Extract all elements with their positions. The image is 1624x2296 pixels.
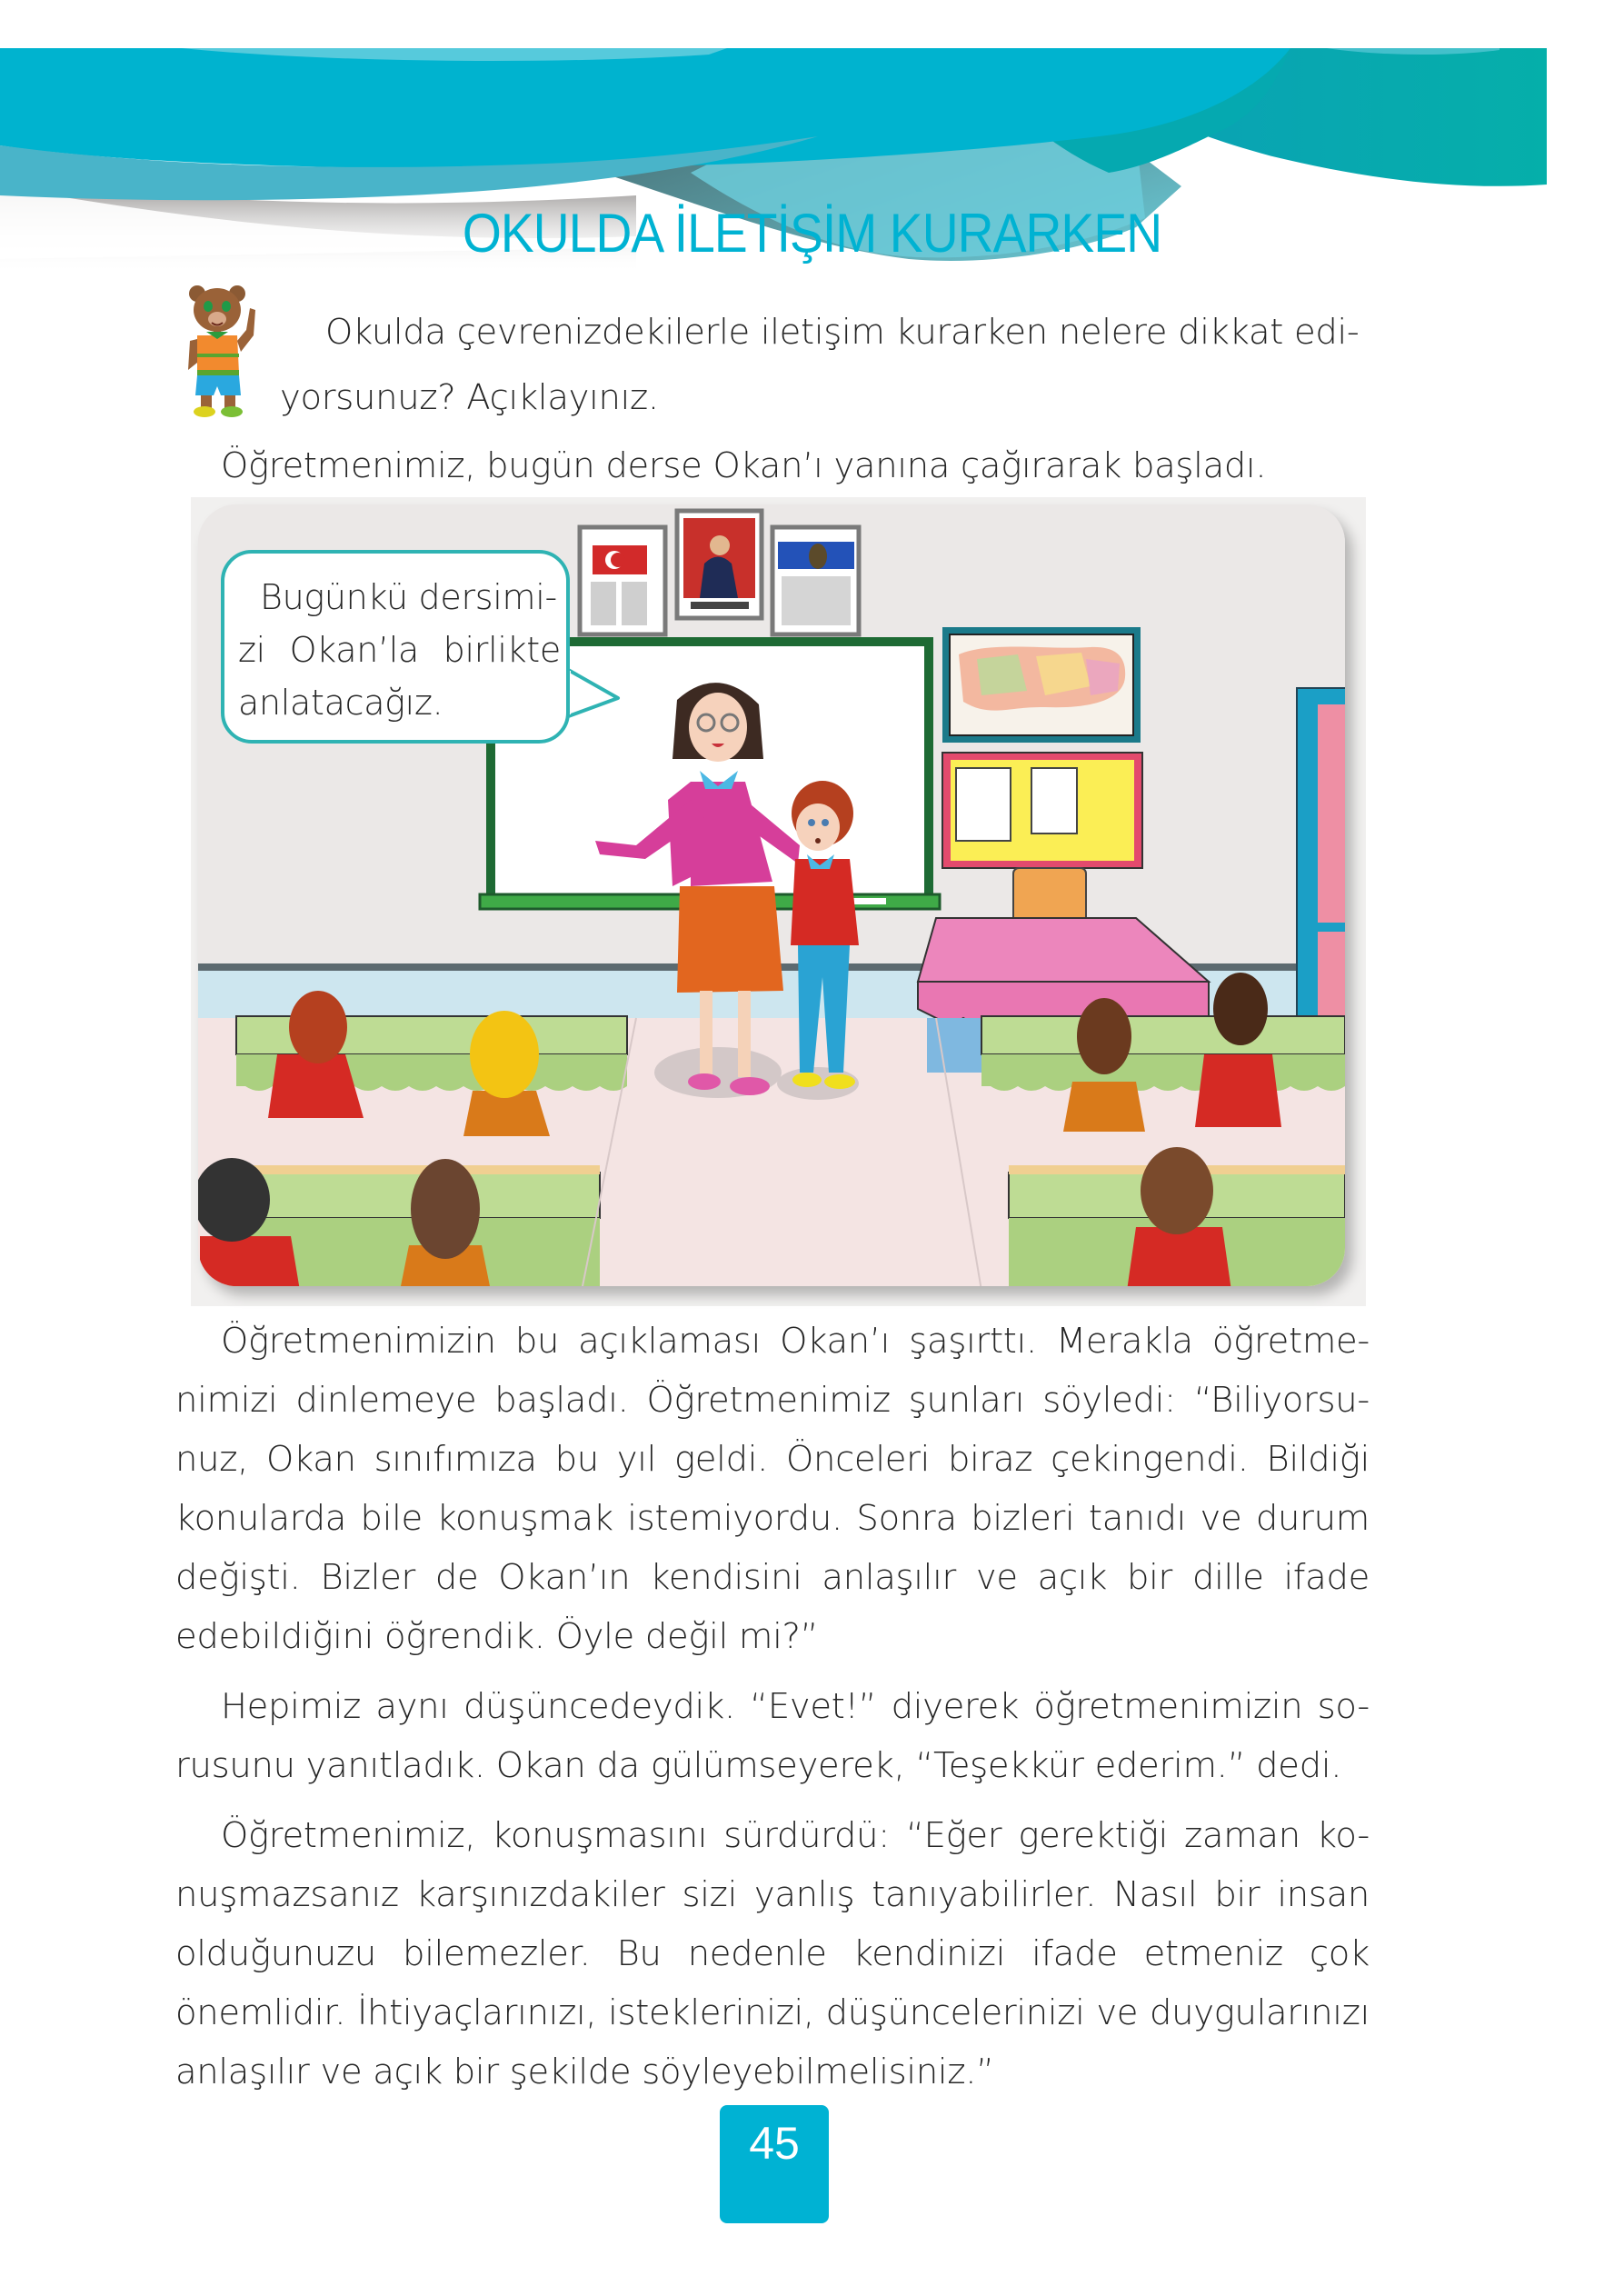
speech-line-3: anlatacağız. bbox=[238, 683, 443, 723]
lead-sentence: Öğretmenimiz, bugün derse Okan’ı yanına çağırarak başladı. bbox=[221, 445, 1267, 486]
paragraph-3: Öğretmenimiz, konuşmasını sürdürdü: “Eğer gerektiği zaman ko- nuşmazsanız karşınızdakiler sizi yanlış tanıyabilirler. Nasıl bir insan olduğunuzu bilemezler. Bu nedenle kendinizi ifade etmeniz çok önemlidir. İhtiyaçlarınızı, isteklerinizi, düşüncelerinizi ve duygularınızı anlaşılır ve açık bir şekilde söyleyebilmelisiniz.” bbox=[175, 1815, 1370, 2092]
poster-flag bbox=[580, 527, 665, 634]
paragraph-1: Öğretmenimizin bu açıklaması Okan’ı şaşırttı. Merakla öğretme- nimizi dinlemeye başladı. Öğretmenimiz şunları söyledi: “Biliyorsu- nuz, Okan sınıfımıza bu yıl geldi. Önceleri biraz çekingendi. Bildiği konularda bile konuşmak istemiyordu. Sonra bizleri tanıdı ve durum değişti. Bizler de Okan’ın kendisini anlaşılır ve açık bir dille ifade edebildiğini öğrendik. Öyle değil mi?” bbox=[175, 1321, 1370, 1657]
poster-anthem bbox=[772, 527, 859, 634]
story-body bbox=[175, 1312, 1370, 2101]
speech-bubble-text bbox=[238, 571, 561, 729]
speech-bubble-tail bbox=[563, 664, 627, 727]
intro-question bbox=[280, 300, 1370, 431]
speech-line-1: Bugünkü dersimi- bbox=[260, 577, 557, 617]
page-title: OKULDA İLETİŞİM KURARKEN bbox=[462, 203, 1162, 264]
bear-mascot-icon bbox=[177, 275, 268, 421]
speech-line-2: zi Okan’la birlikte bbox=[238, 630, 561, 670]
paragraph-2: Hepimiz aynı düşüncedeydik. “Evet!” diyerek öğretmenimizin so- rusunu yanıtladık. Okan da gülümseyerek, “Teşekkür ederim.” dedi. bbox=[175, 1686, 1370, 1786]
intro-line-1: Okulda çevrenizdekilerle iletişim kurarken nelere dikkat edi- bbox=[325, 312, 1360, 353]
intro-line-2: yorsunuz? Açıklayınız. bbox=[280, 377, 659, 418]
poster-ataturk bbox=[677, 511, 762, 618]
page-number: 45 bbox=[749, 2118, 800, 2169]
